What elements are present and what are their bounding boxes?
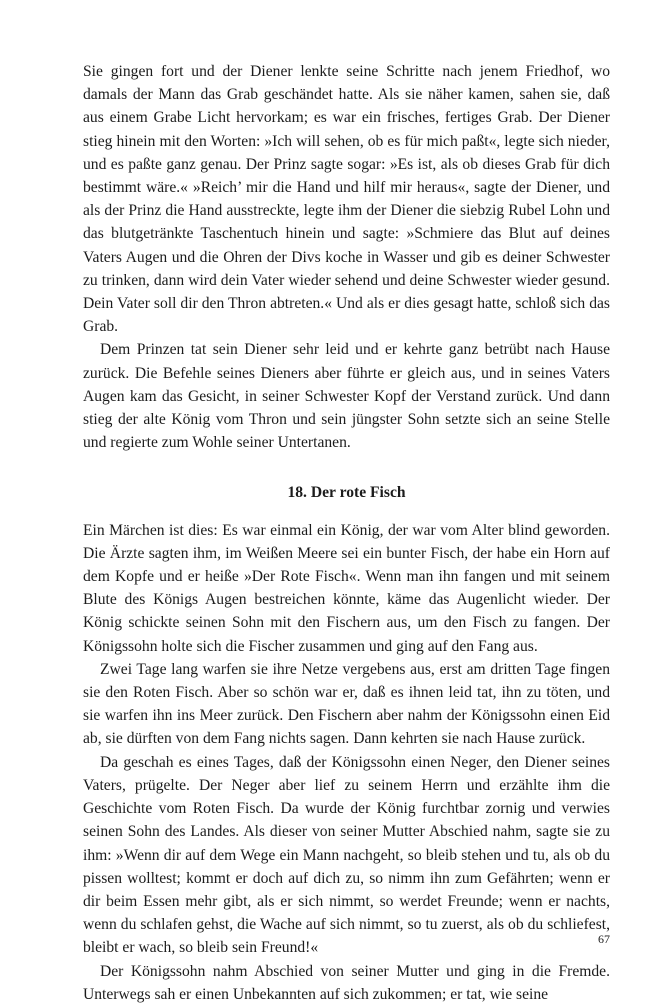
page-number: 67 <box>598 932 610 946</box>
paragraph-blind-king: Ein Märchen ist dies: Es war einmal ein König, der war vom Alter blind geworden. Die Ärzte sagten ihm, im Weißen Meere sei ein bunter Fisch, der habe ein Horn auf dem Kopfe und er heiße »Der Rote Fisch«. Wenn man ihn fangen und mit seinem Blute des Königs Augen bestreichen könnte, käme das Augenlicht wieder. Der König schickte seinen Sohn mit den Fischern aus, um den Fisch zu fangen. Der Königssohn holte sich die Fischer zusammen und ging auf den Fang aus. <box>83 521 610 655</box>
paragraph-graveyard: Sie gingen fort und der Diener lenkte seine Schritte nach jenem Friedhof, wo damals der Mann das Grab geschändet hatte. Als sie näher kamen, sahen sie, daß aus einem Grabe Licht hervorkam; es war ein frisches, fertiges Grab. Der Diener stieg hinein mit den Worten: »Ich will sehen, ob es für mich paßt«, legte sich nieder, und es paßte ganz genau. Der Prinz sagte sogar: »Es ist, als ob dieses Grab für dich bestimmt wäre.« »Reich’ mir die Hand und hilf mir heraus«, sagte der Diener, und als der Prinz die Hand ausstreckte, legte ihm der Diener die siebzig Rubel Lohn und das blutgetränkte Taschentuch hinein und sagte: »Schmiere das Blut auf deines Vaters Augen und die Ohren der Divs koche in Wasser und gib es deiner Schwester zu trinken, dann wird dein Vater wieder sehend und deine Schwester wieder gesund. Dein Vater soll dir den Thron abtreten.« Und als er dies gesagt hatte, schloß sich das Grab. <box>83 63 610 336</box>
chapter-heading: 18. Der rote Fisch <box>287 484 406 502</box>
paragraph-red-fish-caught: Zwei Tage lang warfen sie ihre Netze vergebens aus, erst am dritten Tage fingen sie den Roten Fisch. Aber so schön war er, daß es ihnen leid tat, ihn zu töten, und sie warfen ihn ins Meer zurück. Den Fischern aber nahm der Königssohn einen Eid ab, sie dürften von dem Fang nichts sagen. Dann kehrten sie nach Hause zurück. <box>83 660 610 748</box>
paragraph-prince-returns: Dem Prinzen tat sein Diener sehr leid und er kehrte ganz betrübt nach Hause zurück. Die Befehle seines Dieners aber führte er gleich aus, und in seines Vaters Augen kam das Gesicht, in seiner Schwester Kopf der Verstand zurück. Und dann stieg der alte König vom Thron und sein jüngster Sohn setzte sich an seine Stelle und regierte zum Wohle seiner Untertanen. <box>83 341 610 452</box>
page-content <box>83 60 610 1006</box>
paragraph-son-banished: Da geschah es eines Tages, daß der Königssohn einen Neger, den Diener seines Vaters, prügelte. Der Neger aber lief zu seinem Herrn und erzählte ihm die Geschichte vom Roten Fisch. Da wurde der König furchtbar zornig und verwies seinen Sohn des Landes. Als dieser von seiner Mutter Abschied nahm, sagte sie zu ihm: »Wenn dir auf dem Wege ein Mann nachgeht, so bleib stehen und tu, als ob du pissen wolltest; kommt er doch auf dich zu, so nimm ihn zum Gefährten; wenn er dir beim Essen mehr gibt, als er sich nimmt, so werdet Freunde; wenn er nachts, wenn du schlafen gehst, die Wache auf sich nimmt, so tu zuerst, als ob du schliefest, bleibt er wach, so bleib sein Freund!« <box>83 753 610 957</box>
paragraph-son-departs: Der Königssohn nahm Abschied von seiner Mutter und ging in die Fremde. Unterwegs sah er einen Unbekannten auf sich zukommen; er tat, wie seine <box>83 962 610 1003</box>
